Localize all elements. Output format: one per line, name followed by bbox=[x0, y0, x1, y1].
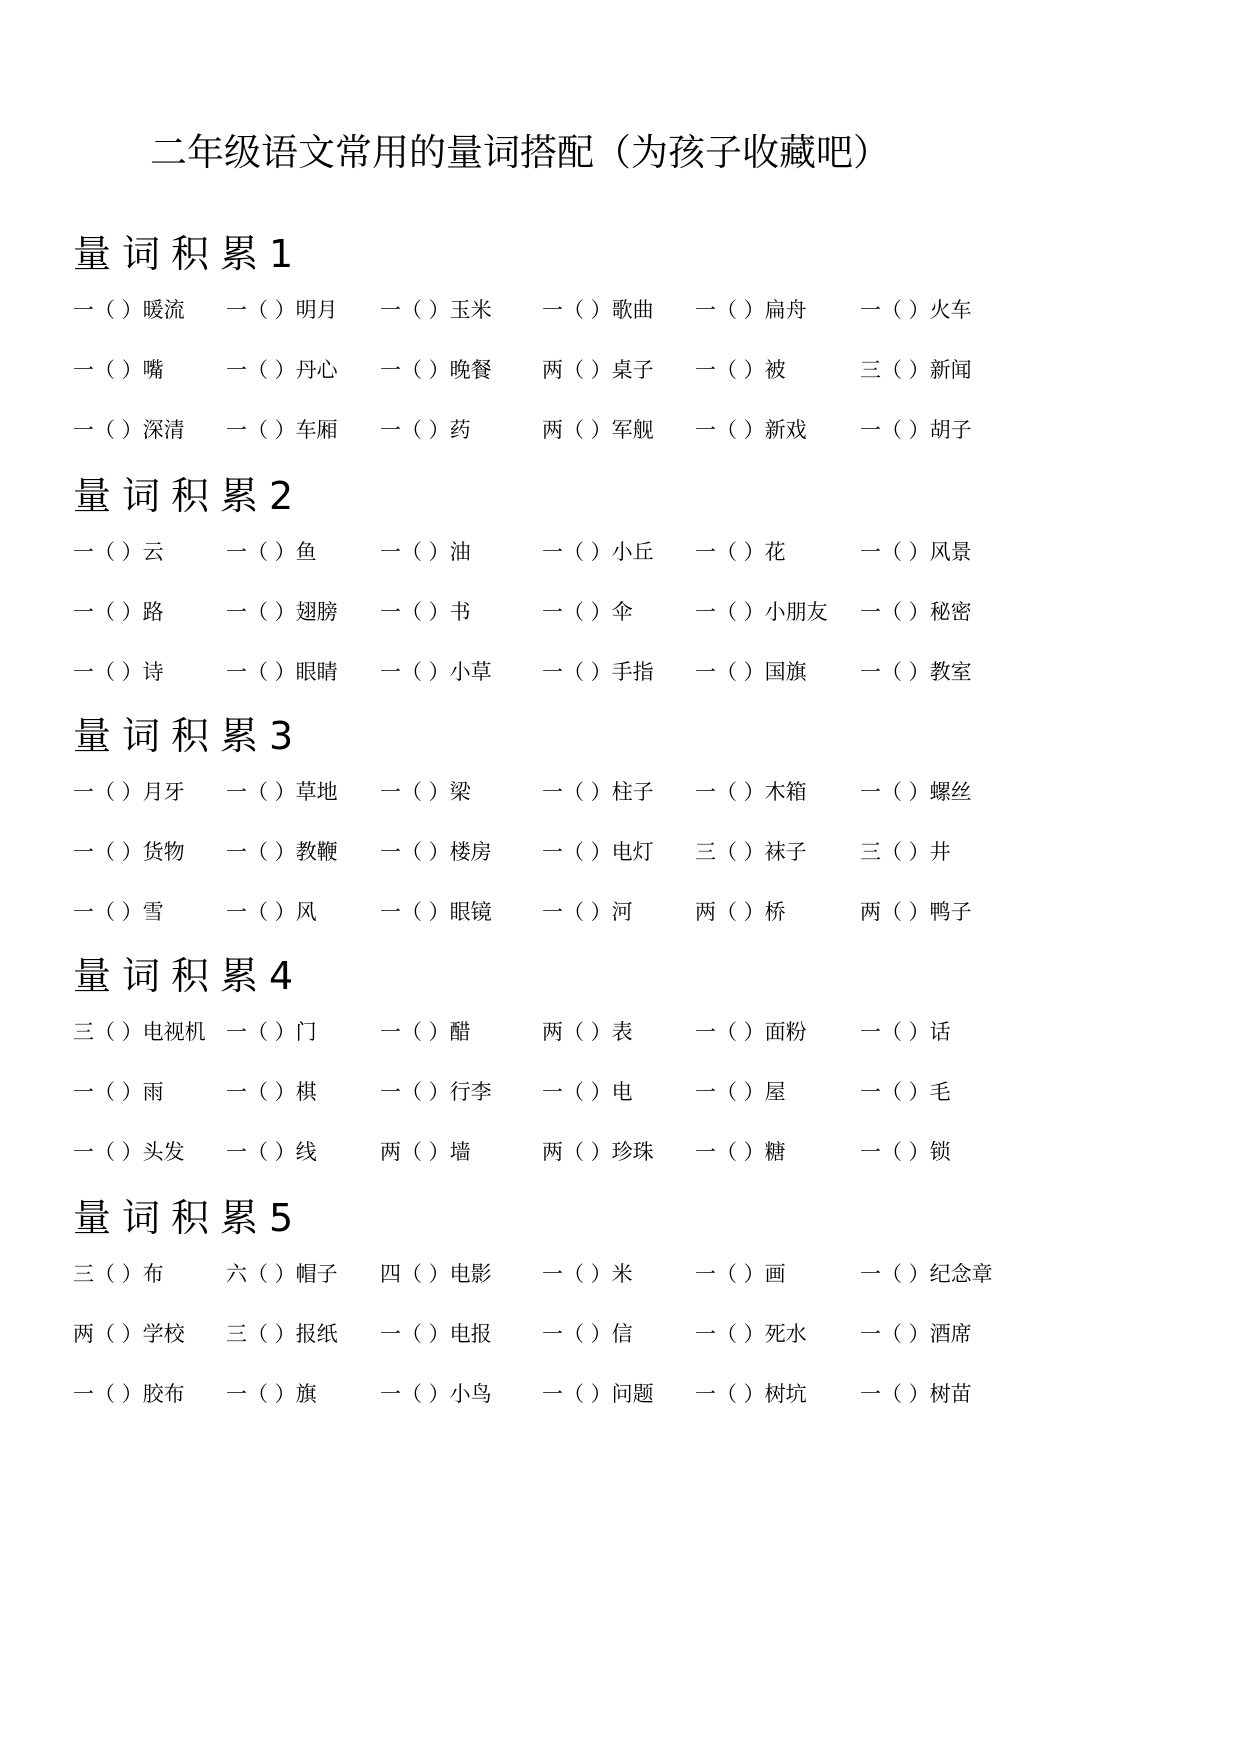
fill-in-item: 两（ ）桥 bbox=[695, 900, 786, 924]
fill-in-item: 一（ ）酒席 bbox=[860, 1322, 972, 1346]
fill-in-item: 两（ ）学校 bbox=[73, 1322, 185, 1346]
fill-in-item: 一（ ）书 bbox=[380, 600, 471, 624]
fill-in-item: 一（ ）楼房 bbox=[380, 840, 492, 864]
fill-in-item: 一（ ）电报 bbox=[380, 1322, 492, 1346]
fill-in-item: 一（ ）旗 bbox=[226, 1382, 317, 1406]
fill-in-item: 一（ ）面粉 bbox=[695, 1020, 807, 1044]
fill-in-item: 三（ ）新闻 bbox=[860, 358, 972, 382]
fill-in-item: 一（ ）明月 bbox=[226, 298, 338, 322]
fill-in-item: 一（ ）货物 bbox=[73, 840, 185, 864]
fill-in-item: 一（ ）问题 bbox=[542, 1382, 654, 1406]
fill-in-item: 一（ ）螺丝 bbox=[860, 780, 972, 804]
fill-in-item: 一（ ）树苗 bbox=[860, 1382, 972, 1406]
fill-in-item: 一（ ）油 bbox=[380, 540, 471, 564]
fill-in-item: 一（ ）毛 bbox=[860, 1080, 951, 1104]
fill-in-item: 一（ ）药 bbox=[380, 418, 471, 442]
fill-in-item: 一（ ）深清 bbox=[73, 418, 185, 442]
fill-in-item: 一（ ）锁 bbox=[860, 1140, 951, 1164]
fill-in-item: 三（ ）电视机 bbox=[73, 1020, 206, 1044]
fill-in-item: 一（ ）死水 bbox=[695, 1322, 807, 1346]
fill-in-item: 一（ ）路 bbox=[73, 600, 164, 624]
fill-in-item: 四（ ）电影 bbox=[380, 1262, 492, 1286]
page-title: 二年级语文常用的量词搭配（为孩子收藏吧） bbox=[150, 131, 890, 174]
fill-in-item: 一（ ）行李 bbox=[380, 1080, 492, 1104]
fill-in-item: 一（ ）糖 bbox=[695, 1140, 786, 1164]
fill-in-item: 一（ ）树坑 bbox=[695, 1382, 807, 1406]
fill-in-item: 一（ ）小鸟 bbox=[380, 1382, 492, 1406]
fill-in-item: 两（ ）鸭子 bbox=[860, 900, 972, 924]
section-heading: 量词积累4 bbox=[73, 954, 305, 998]
fill-in-item: 一（ ）雪 bbox=[73, 900, 164, 924]
fill-in-item: 一（ ）车厢 bbox=[226, 418, 338, 442]
fill-in-item: 一（ ）风景 bbox=[860, 540, 972, 564]
fill-in-item: 一（ ）头发 bbox=[73, 1140, 185, 1164]
fill-in-item: 一（ ）风 bbox=[226, 900, 317, 924]
fill-in-item: 三（ ）报纸 bbox=[226, 1322, 338, 1346]
fill-in-item: 一（ ）秘密 bbox=[860, 600, 972, 624]
fill-in-item: 一（ ）话 bbox=[860, 1020, 951, 1044]
fill-in-item: 一（ ）玉米 bbox=[380, 298, 492, 322]
fill-in-item: 一（ ）木箱 bbox=[695, 780, 807, 804]
fill-in-item: 两（ ）珍珠 bbox=[542, 1140, 654, 1164]
fill-in-item: 一（ ）小朋友 bbox=[695, 600, 828, 624]
fill-in-item: 一（ ）新戏 bbox=[695, 418, 807, 442]
fill-in-item: 一（ ）电 bbox=[542, 1080, 633, 1104]
section-heading: 量词积累2 bbox=[73, 474, 305, 518]
fill-in-item: 一（ ）胡子 bbox=[860, 418, 972, 442]
fill-in-item: 一（ ）雨 bbox=[73, 1080, 164, 1104]
fill-in-item: 一（ ）鱼 bbox=[226, 540, 317, 564]
fill-in-item: 两（ ）桌子 bbox=[542, 358, 654, 382]
fill-in-item: 一（ ）草地 bbox=[226, 780, 338, 804]
fill-in-item: 一（ ）歌曲 bbox=[542, 298, 654, 322]
fill-in-item: 一（ ）花 bbox=[695, 540, 786, 564]
fill-in-item: 一（ ）教室 bbox=[860, 660, 972, 684]
fill-in-item: 一（ ）电灯 bbox=[542, 840, 654, 864]
fill-in-item: 一（ ）火车 bbox=[860, 298, 972, 322]
fill-in-item: 一（ ）暖流 bbox=[73, 298, 185, 322]
fill-in-item: 一（ ）伞 bbox=[542, 600, 633, 624]
fill-in-item: 一（ ）梁 bbox=[380, 780, 471, 804]
fill-in-item: 一（ ）翅膀 bbox=[226, 600, 338, 624]
fill-in-item: 一（ ）线 bbox=[226, 1140, 317, 1164]
fill-in-item: 一（ ）棋 bbox=[226, 1080, 317, 1104]
fill-in-item: 一（ ）门 bbox=[226, 1020, 317, 1044]
fill-in-item: 一（ ）月牙 bbox=[73, 780, 185, 804]
fill-in-item: 一（ ）丹心 bbox=[226, 358, 338, 382]
fill-in-item: 一（ ）云 bbox=[73, 540, 164, 564]
fill-in-item: 一（ ）小草 bbox=[380, 660, 492, 684]
fill-in-item: 一（ ）屋 bbox=[695, 1080, 786, 1104]
fill-in-item: 一（ ）米 bbox=[542, 1262, 633, 1286]
fill-in-item: 三（ ）布 bbox=[73, 1262, 164, 1286]
fill-in-item: 一（ ）教鞭 bbox=[226, 840, 338, 864]
fill-in-item: 一（ ）眼镜 bbox=[380, 900, 492, 924]
fill-in-item: 一（ ）诗 bbox=[73, 660, 164, 684]
fill-in-item: 两（ ）表 bbox=[542, 1020, 633, 1044]
fill-in-item: 一（ ）嘴 bbox=[73, 358, 164, 382]
fill-in-item: 两（ ）军舰 bbox=[542, 418, 654, 442]
fill-in-item: 一（ ）小丘 bbox=[542, 540, 654, 564]
fill-in-item: 一（ ）扁舟 bbox=[695, 298, 807, 322]
fill-in-item: 一（ ）胶布 bbox=[73, 1382, 185, 1406]
fill-in-item: 一（ ）被 bbox=[695, 358, 786, 382]
fill-in-item: 一（ ）眼睛 bbox=[226, 660, 338, 684]
fill-in-item: 一（ ）画 bbox=[695, 1262, 786, 1286]
fill-in-item: 一（ ）手指 bbox=[542, 660, 654, 684]
section-heading: 量词积累5 bbox=[73, 1196, 305, 1240]
fill-in-item: 一（ ）国旗 bbox=[695, 660, 807, 684]
section-heading: 量词积累1 bbox=[73, 232, 305, 276]
fill-in-item: 一（ ）河 bbox=[542, 900, 633, 924]
fill-in-item: 一（ ）纪念章 bbox=[860, 1262, 993, 1286]
fill-in-item: 三（ ）井 bbox=[860, 840, 951, 864]
fill-in-item: 一（ ）信 bbox=[542, 1322, 633, 1346]
fill-in-item: 一（ ）柱子 bbox=[542, 780, 654, 804]
fill-in-item: 一（ ）醋 bbox=[380, 1020, 471, 1044]
fill-in-item: 两（ ）墙 bbox=[380, 1140, 471, 1164]
section-heading: 量词积累3 bbox=[73, 714, 305, 758]
fill-in-item: 六（ ）帽子 bbox=[226, 1262, 338, 1286]
fill-in-item: 一（ ）晚餐 bbox=[380, 358, 492, 382]
fill-in-item: 三（ ）袜子 bbox=[695, 840, 807, 864]
